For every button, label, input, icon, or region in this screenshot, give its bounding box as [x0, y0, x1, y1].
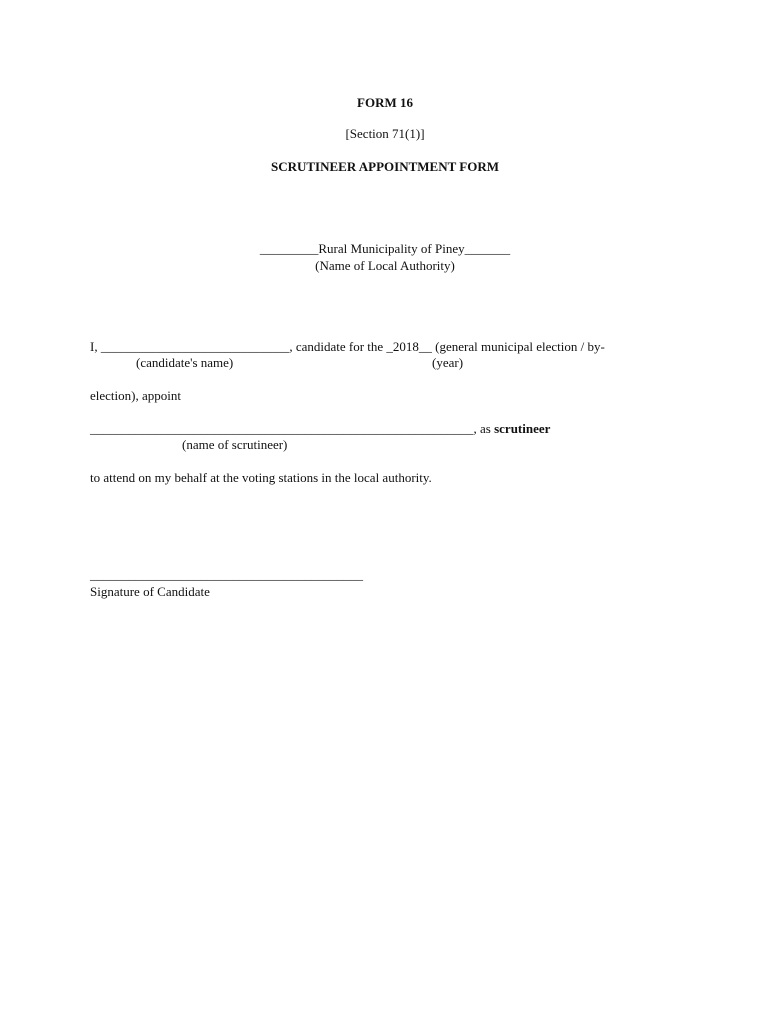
form-number: FORM 16	[357, 95, 413, 110]
attend-line: to attend on my behalf at the voting stations in the local authority.	[90, 470, 432, 485]
election-appoint-line: election), appoint	[90, 388, 181, 403]
signature-line: __________________________________________	[90, 567, 363, 582]
scrutineer-line	[90, 422, 550, 435]
scrutineer-name-blank: ___________________________________________________________, as	[90, 421, 495, 436]
local-authority-line: _________Rural Municipality of Piney_______	[259, 241, 511, 256]
scrutineer-name-label: (name of scrutineer)	[182, 437, 288, 452]
scrutineer-role: scrutineer	[494, 421, 551, 436]
form-title: SCRUTINEER APPOINTMENT FORM	[270, 159, 499, 174]
candidate-name-label: (candidate's name)	[136, 355, 234, 370]
form-section: [Section 71(1)]	[345, 126, 425, 141]
signature-label: Signature of Candidate	[90, 584, 210, 599]
local-authority-label: (Name of Local Authority)	[315, 258, 455, 273]
year-label: (year)	[432, 355, 464, 370]
candidate-line: I, _____________________________, candidate for the _2018__ (general municipal election / by-	[90, 339, 605, 354]
